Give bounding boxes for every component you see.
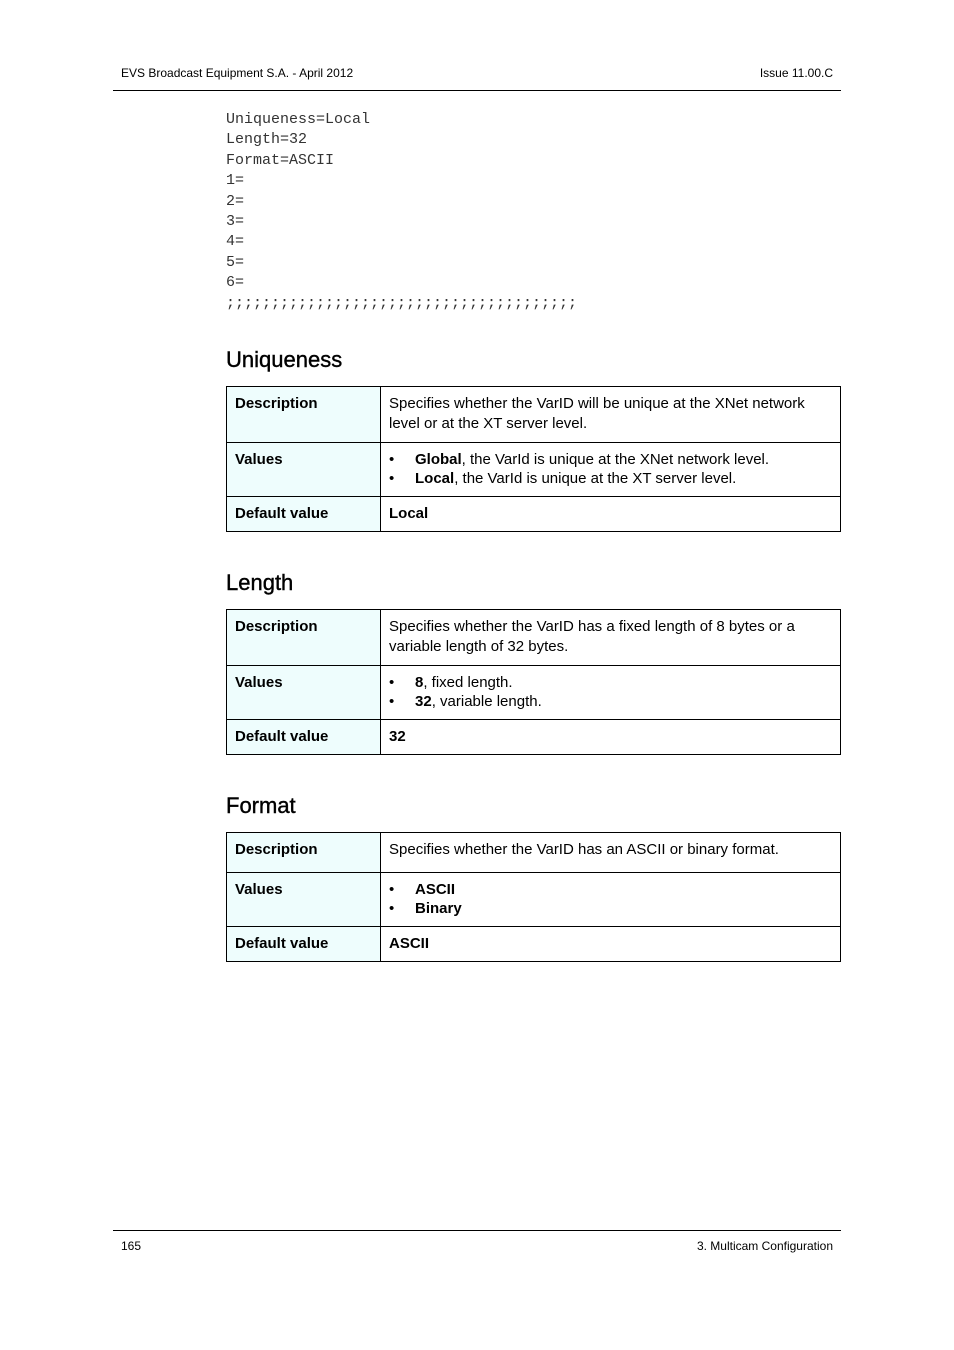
row-label: Values: [227, 443, 381, 497]
bullet-icon: •: [389, 900, 395, 917]
values-cell: [381, 873, 841, 927]
bullet-icon: •: [389, 451, 395, 468]
code-line: 1=: [226, 172, 245, 190]
code-line: Length=32: [226, 131, 308, 149]
row-label: Default value: [227, 497, 381, 532]
property-table: [226, 609, 841, 755]
list-item: [389, 899, 832, 918]
value-term: Global: [415, 451, 462, 468]
header-issue: Issue 11.00.C: [759, 66, 833, 80]
description-cell: Specifies whether the VarID will be unique at the XNet network level or at the XT server level.: [381, 387, 841, 443]
list-item: [389, 469, 832, 488]
section-heading: Length: [226, 570, 294, 595]
chapter-title: 3. Multicam Configuration: [696, 1239, 833, 1253]
header-publisher: EVS Broadcast Equipment S.A. - April 2012: [121, 66, 354, 80]
table-row: [227, 666, 841, 720]
property-table: [226, 832, 841, 962]
list-item: [389, 692, 832, 711]
value-term: ASCII: [415, 881, 456, 898]
value-term: 8: [415, 674, 424, 691]
code-line: 5=: [226, 253, 245, 271]
list-item: [389, 450, 832, 469]
section-length: [226, 569, 841, 755]
value-text: , variable length.: [431, 693, 542, 710]
code-line: Format=ASCII: [226, 151, 335, 169]
table-row: [227, 443, 841, 497]
value-text: , fixed length.: [423, 674, 513, 691]
default-value: 32: [381, 720, 841, 755]
value-term: Local: [415, 470, 455, 487]
value-term: 32: [415, 693, 432, 710]
section-format: [226, 792, 841, 962]
table-row: [227, 833, 841, 873]
description-cell: Specifies whether the VarID has a fixed length of 8 bytes or a variable length of 32 bytes.: [381, 610, 841, 666]
code-line: 3=: [226, 213, 245, 231]
property-table: [226, 386, 841, 532]
section-heading: Uniqueness: [226, 347, 343, 372]
default-value: ASCII: [381, 927, 841, 962]
value-term: Binary: [415, 900, 462, 917]
row-label: Default value: [227, 720, 381, 755]
page-number: 165: [121, 1239, 142, 1253]
code-line: 4=: [226, 233, 245, 251]
row-label: Values: [227, 666, 381, 720]
value-text: , the VarId is unique at the XT server level.: [454, 470, 737, 487]
section-uniqueness: [226, 346, 841, 532]
table-row: [227, 387, 841, 443]
code-line: Uniqueness=Local: [226, 111, 371, 128]
code-line: 2=: [226, 192, 245, 210]
description-cell: Specifies whether the VarID has an ASCII or binary format.: [381, 833, 841, 873]
row-label: Description: [227, 833, 381, 873]
bullet-icon: •: [389, 693, 395, 710]
code-line: ;;;;;;;;;;;;;;;;;;;;;;;;;;;;;;;;;;;;;;;: [226, 294, 578, 312]
row-label: Values: [227, 873, 381, 927]
row-label: Description: [227, 387, 381, 443]
row-label: Default value: [227, 927, 381, 962]
bullet-icon: •: [389, 470, 395, 487]
bullet-icon: •: [389, 674, 395, 691]
page-header: [113, 64, 841, 91]
table-row: [227, 610, 841, 666]
section-heading: Format: [226, 793, 296, 818]
code-line: 6=: [226, 274, 245, 292]
table-row: [227, 927, 841, 962]
config-code-block: [226, 110, 577, 314]
page-footer: [113, 1230, 841, 1253]
row-label: Description: [227, 610, 381, 666]
default-value: Local: [381, 497, 841, 532]
table-row: [227, 720, 841, 755]
table-row: [227, 873, 841, 927]
bullet-icon: •: [389, 881, 395, 898]
value-text: , the VarId is unique at the XNet network level.: [461, 451, 770, 468]
list-item: [389, 673, 832, 692]
values-cell: [381, 443, 841, 497]
values-cell: [381, 666, 841, 720]
table-row: [227, 497, 841, 532]
list-item: [389, 880, 832, 899]
